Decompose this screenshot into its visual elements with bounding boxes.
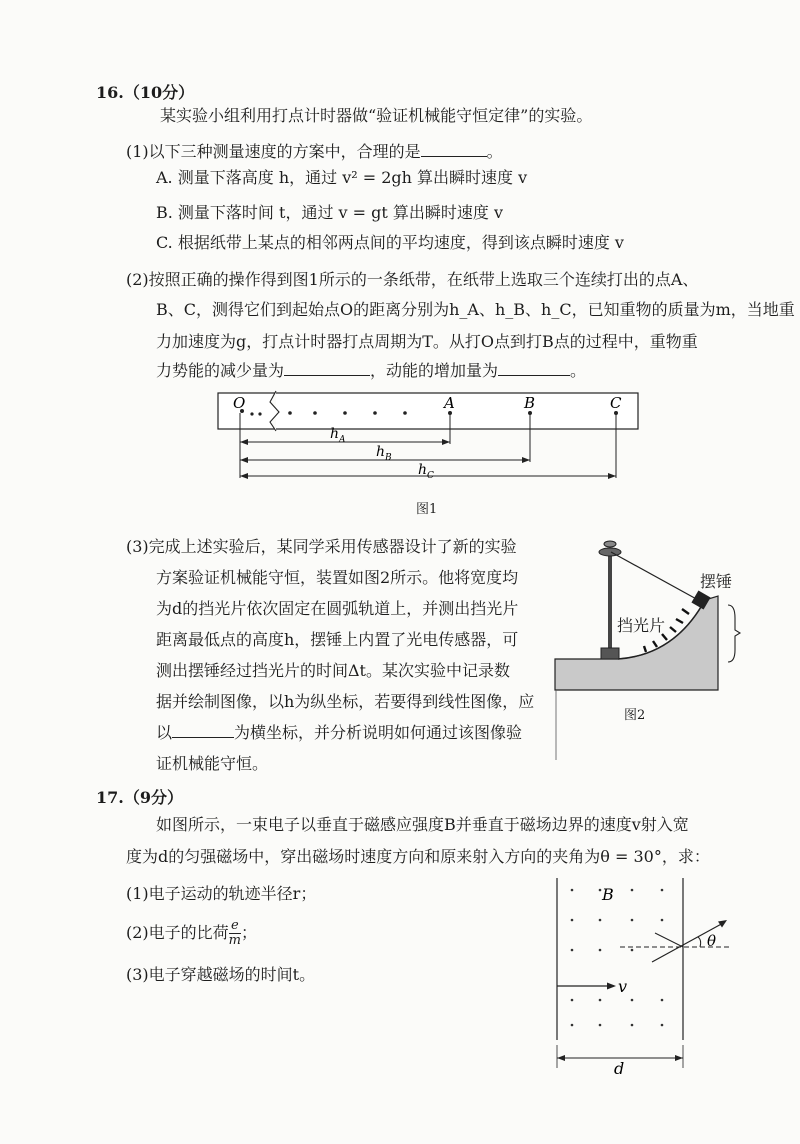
q16-part2-text-a: 力势能的减少量为 — [156, 361, 285, 380]
velocity-arrowhead — [607, 983, 616, 990]
fraction-denominator: m — [228, 933, 241, 948]
figure-1-caption: 图1 — [416, 502, 438, 517]
q17-sub2-text: (2)电子的比荷 — [126, 923, 229, 942]
q16-part3-line1: (3)完成上述实验后，某同学采用传感器设计了新的实验 — [126, 537, 517, 556]
path-segment — [655, 933, 683, 947]
q17-header: 17.（9分） — [96, 788, 183, 807]
option-b: B. 测量下落时间 t，通过 v = gt 算出瞬时速度 v — [156, 203, 504, 222]
q16-part3-line4: 距离最低点的高度h，摆锤上内置了光电传感器，可 — [156, 630, 519, 649]
q16-part3-text-a: 以 — [156, 723, 173, 742]
q17-line1: 如图所示，一束电子以垂直于磁感应强度B并垂直于磁场边界的速度v射入宽 — [156, 815, 689, 834]
label-b-field: B — [602, 885, 614, 904]
label-bob: 摆锤 — [700, 572, 733, 591]
q16-part2-text-b: ，动能的增加量为 — [370, 361, 499, 380]
label-hc: h — [418, 462, 428, 478]
q16-intro: 某实验小组利用打点计时器做“验证机械能守恒定律”的实验。 — [160, 106, 593, 125]
q16-part1-text: (1)以下三种测量速度的方案中，合理的是 — [126, 142, 421, 161]
q16-header: 16.（10分） — [96, 83, 195, 102]
label-hb-sub: B — [385, 453, 392, 463]
q17-sub1: (1)电子运动的轨迹半径r； — [126, 884, 317, 903]
label-ha-sub: A — [339, 435, 346, 445]
figure-2-caption: 图2 — [624, 708, 646, 723]
q16-part3-line5: 测出摆锤经过挡光片的时间Δt。某次实验中记录数 — [156, 661, 510, 680]
field-dots — [571, 889, 664, 1027]
q17-sub3: (3)电子穿越磁场的时间t。 — [126, 965, 316, 984]
q16-part3-line6: 据并绘制图像，以h为纵坐标，若要得到线性图像，应 — [156, 692, 535, 711]
label-a: A — [444, 394, 455, 412]
label-o: O — [233, 394, 246, 412]
q17-sub2-end: ； — [241, 923, 258, 942]
option-a: A. 测量下落高度 h，通过 v² = 2gh 算出瞬时速度 v — [156, 168, 528, 187]
q16-part2-text-c: 。 — [570, 361, 587, 380]
label-theta: θ — [707, 932, 717, 950]
q16-part2-line1: (2)按照正确的操作得到图1所示的一条纸带，在纸带上选取三个连续打出的点A、 — [126, 270, 699, 289]
q16-part3-line3: 为d的挡光片依次固定在圆弧轨道上，并测出挡光片 — [156, 599, 519, 618]
exit-arrowhead — [718, 920, 727, 928]
angle-arc — [698, 937, 701, 947]
fraction-numerator: e — [229, 919, 241, 934]
q16-part2-line3: 力加速度为g，打点计时器打点周期为T。从打O点到打B点的过程中，重物重 — [156, 332, 698, 351]
q16-part1-end: 。 — [486, 142, 503, 161]
label-d: d — [614, 1059, 625, 1078]
q16-part3-line2: 方案验证机械能守恒，装置如图2所示。他将宽度均 — [156, 568, 519, 587]
label-c: C — [610, 394, 622, 412]
label-shade: 挡光片 — [617, 616, 666, 635]
q17-line2: 度为d的匀强磁场中，穿出磁场时速度方向和原来射入方向的夹角为θ = 30°，求： — [126, 847, 710, 866]
q16-part2-line2: B、C，测得它们到起始点O的距离分别为h_A、h_B、h_C，已知重物的质量为m，当地重 — [156, 300, 795, 319]
label-v: v — [618, 977, 628, 996]
label-b: B — [524, 394, 536, 412]
q16-part3-line8: 证机械能守恒。 — [156, 754, 269, 773]
label-ha: h — [330, 426, 340, 442]
label-hb: h — [376, 444, 386, 460]
label-hc-sub: C — [427, 471, 434, 481]
q16-part3-text-b: 为横坐标，并分析说明如何通过该图像验 — [234, 723, 523, 742]
option-c: C. 根据纸带上某点的相邻两点间的平均速度，得到该点瞬时速度 v — [156, 233, 624, 252]
